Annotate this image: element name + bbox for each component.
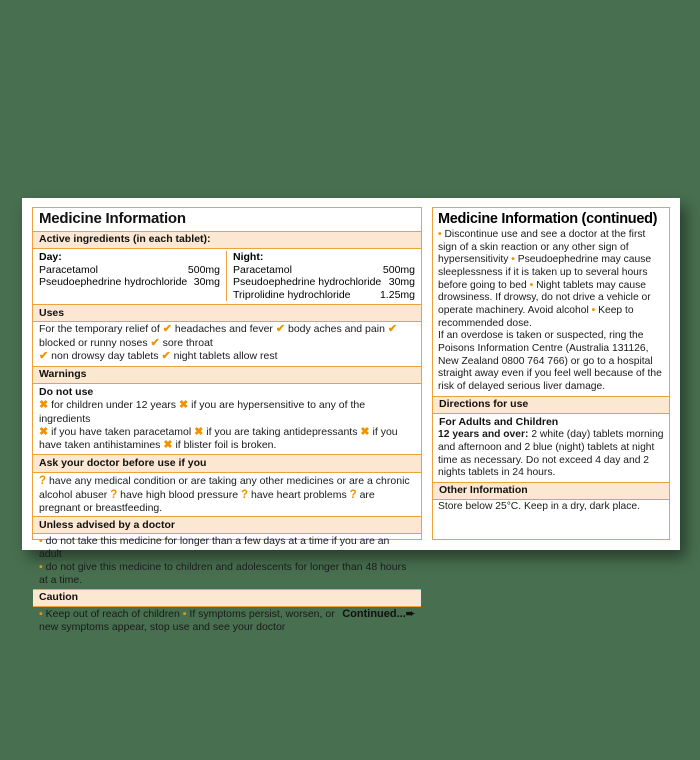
- uses-item: body aches and pain: [288, 323, 385, 336]
- ask-doctor-item: have high blood pressure: [120, 488, 239, 501]
- caution-body: [33, 607, 421, 636]
- day-ingredients-column: [33, 251, 227, 301]
- uses-body: [33, 322, 421, 365]
- ingredient-name: Pseudoephedrine hydrochloride: [39, 276, 188, 289]
- unless-advised-item: do not take this medicine for longer than a few days at a time if you are an adult: [39, 535, 390, 561]
- directions-body: [433, 428, 669, 482]
- bullet-icon: •: [39, 535, 43, 548]
- question-icon: ?: [349, 488, 357, 501]
- uses-band: Uses: [33, 304, 421, 322]
- ask-doctor-item: have any medical condition or are taking any other medicines or are a chronic alcohol abuser: [39, 474, 410, 501]
- do-not-use-heading: Do not use: [39, 385, 94, 398]
- warning-item: Discontinue use and see a doctor at the first sign of a skin reaction or any other sign of hypersensitivity: [438, 229, 646, 266]
- other-information-band: Other Information: [433, 482, 669, 500]
- do-not-use-item: for children under 12 years: [51, 399, 177, 412]
- dose-text: 2 white (day) tablets morning and afternoon and 2 blue (night) tablets at night time as necessary. Do not exceed 4 day and 2 nights tablets in 24 hours.: [438, 429, 664, 479]
- ingredient-dose: 30mg: [193, 276, 220, 289]
- cross-icon: ✖: [39, 399, 49, 412]
- caution-item: Keep out of reach of children: [45, 607, 180, 620]
- bullet-icon: •: [39, 607, 43, 620]
- do-not-use-item: if you have taken antihistamines: [39, 425, 398, 451]
- night-ingredients-column: [227, 251, 421, 301]
- caution-item: If symptoms persist, worsen, or new symptoms appear, stop use and see your doctor: [39, 607, 335, 633]
- caution-band: Caution: [33, 589, 421, 607]
- warning-item: Night tablets may cause drowsiness. If drowsy, do not drive a vehicle or operate machinery. Avoid alcohol: [438, 279, 651, 316]
- right-panel: [432, 207, 670, 540]
- bullet-icon: •: [529, 279, 534, 291]
- arrow-right-icon: ➨: [405, 607, 415, 620]
- cross-icon: ✖: [163, 438, 173, 451]
- warning-item: Keep to recommended dose.: [438, 304, 634, 329]
- directions-subheading: For Adults and Children: [439, 415, 559, 428]
- uses-item: blocked or runny noses: [39, 336, 148, 349]
- table-row: [39, 264, 220, 277]
- bullet-icon: •: [182, 607, 187, 620]
- unless-advised-item: do not give this medicine to children and adolescents for longer than 48 hours at a time.: [39, 561, 407, 586]
- active-ingredients-table: [33, 249, 421, 304]
- check-icon: ✔: [150, 336, 160, 349]
- table-row: [233, 276, 415, 289]
- warnings-band: Warnings: [33, 366, 421, 384]
- check-icon: ✔: [39, 350, 49, 363]
- question-icon: ?: [110, 488, 118, 501]
- right-panel-title: Medicine Information (continued): [438, 211, 658, 227]
- card-columns: [22, 198, 680, 633]
- ingredient-name: Pseudoephedrine hydrochloride: [233, 276, 382, 289]
- check-icon: ✔: [161, 350, 171, 363]
- cross-icon: ✖: [194, 425, 204, 438]
- check-icon: ✔: [275, 323, 286, 336]
- ingredient-name: Triprolidine hydrochloride: [233, 288, 351, 301]
- warning-item: Pseudoephedrine may cause sleeplessness if it is taken up to several hours before going to bed: [438, 254, 652, 291]
- uses-item: night tablets allow rest: [173, 350, 278, 363]
- table-row: [233, 264, 415, 277]
- ask-doctor-item: have heart problems: [250, 488, 347, 501]
- warning-continued-body: [433, 228, 669, 396]
- day-heading: Day:: [39, 250, 62, 263]
- overdose-text: If an overdose is taken or suspected, ring the Poisons Information Centre (Australia 131126, New Zealand 0800 764 766) or go to a hospital straight away even if you feel well because of the risk of delayed serious liver damage.: [438, 330, 662, 392]
- ask-doctor-item: are pregnant or breastfeeding.: [39, 488, 375, 514]
- night-heading: Night:: [233, 250, 264, 263]
- bullet-icon: •: [39, 561, 43, 574]
- ingredient-dose: 500mg: [187, 263, 220, 276]
- dose-label: 12 years and over:: [438, 429, 529, 441]
- cross-icon: ✖: [360, 425, 370, 438]
- ingredient-dose: 500mg: [382, 263, 415, 276]
- check-icon: ✔: [387, 323, 398, 336]
- do-not-use-item: if you are hypersensitive to any of the ingredients: [39, 399, 366, 425]
- uses-item: sore throat: [162, 336, 213, 349]
- cross-icon: ✖: [39, 425, 49, 438]
- unless-advised-band: Unless advised by a doctor: [33, 516, 421, 534]
- ask-doctor-body: [33, 473, 421, 517]
- ingredient-dose: 30mg: [388, 276, 415, 289]
- check-icon: ✔: [162, 323, 172, 336]
- bullet-icon: •: [438, 229, 442, 240]
- bullet-icon: •: [511, 254, 515, 266]
- other-information-body: Store below 25°C. Keep in a dry, dark place.: [438, 501, 640, 512]
- left-panel-title: Medicine Information: [39, 210, 186, 227]
- left-panel: [32, 207, 422, 633]
- unless-advised-body: [33, 534, 421, 588]
- uses-item: non drowsy day tablets: [51, 350, 159, 363]
- ingredient-dose: 1.25mg: [379, 288, 415, 301]
- question-icon: ?: [39, 474, 47, 487]
- ingredient-name: Paracetamol: [39, 263, 98, 276]
- ingredient-name: Paracetamol: [233, 263, 292, 276]
- cross-icon: ✖: [178, 399, 189, 412]
- uses-item: headaches and fever: [174, 323, 273, 336]
- do-not-use-item: if blister foil is broken.: [175, 438, 277, 451]
- do-not-use-body: [33, 398, 421, 454]
- uses-lead-text: For the temporary relief of: [39, 323, 160, 336]
- ask-doctor-band: Ask your doctor before use if you: [33, 454, 421, 472]
- do-not-use-item: if you are taking antidepressants: [206, 425, 358, 438]
- question-icon: ?: [241, 488, 249, 501]
- directions-band: Directions for use: [433, 396, 669, 414]
- continued-label: [342, 608, 415, 621]
- medicine-information-card: [22, 198, 680, 633]
- active-ingredients-band: Active ingredients (in each tablet):: [33, 231, 421, 249]
- do-not-use-item: if you have taken paracetamol: [51, 425, 192, 438]
- table-row: [233, 289, 415, 302]
- continued-text: Continued...: [342, 607, 406, 620]
- table-row: [39, 276, 220, 289]
- bullet-icon: •: [591, 304, 596, 316]
